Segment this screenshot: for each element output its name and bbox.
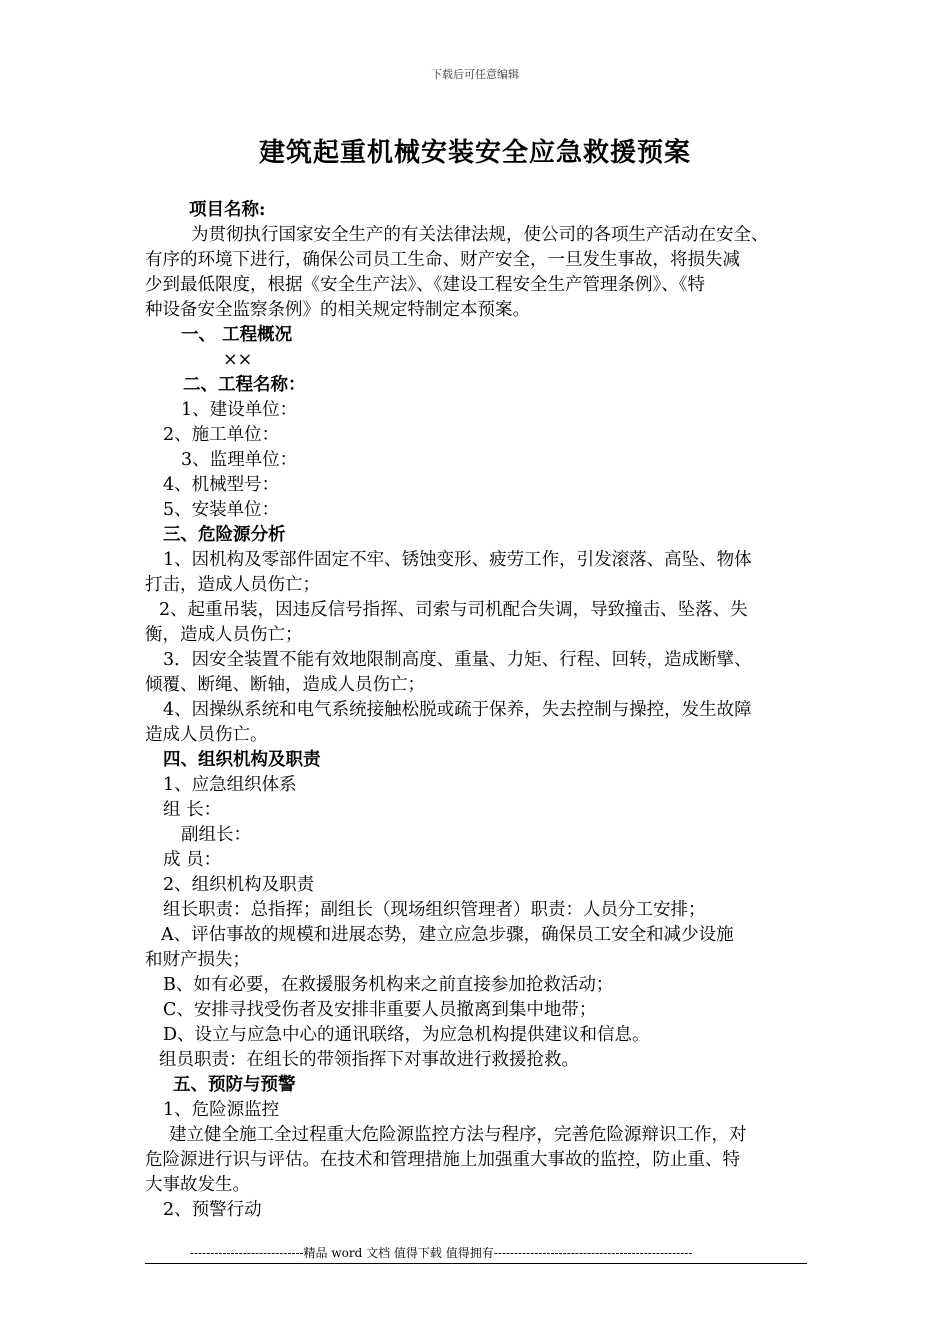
text-line: 组长职责：总指挥；副组长（现场组织管理者）职责：人员分工安排； (163, 900, 706, 920)
text-line: 4、机械型号： (163, 475, 280, 495)
section-heading: 四、组织机构及职责 (163, 750, 321, 770)
text-line: 有序的环境下进行，确保公司员工生命、财产安全，一旦发生事故，将损失减 (145, 250, 740, 270)
header-note: 下载后可任意编辑 (431, 68, 519, 81)
text-line: D、设立与应急中心的通讯联络，为应急机构提供建议和信息。 (163, 1025, 650, 1045)
section-heading: 五、预防与预警 (173, 1075, 296, 1095)
text-line: 倾覆、断绳、断轴，造成人员伤亡； (145, 675, 425, 695)
text-line: 衡，造成人员伤亡； (145, 625, 303, 645)
text-line: B、如有必要，在救援服务机构来之前直接参加抢救活动； (163, 975, 614, 995)
text-line: 打击，造成人员伤亡； (145, 575, 320, 595)
text-line: 5、安装单位： (163, 500, 280, 520)
text-line: 建立健全施工全过程重大危险源监控方法与程序，完善危险源辩识工作，对 (169, 1125, 747, 1145)
document-body (145, 198, 825, 1223)
section-heading: 一、 工程概况 (181, 325, 293, 345)
text-line: 3．因安全装置不能有效地限制高度、重量、力矩、行程、回转，造成断擘、 (163, 650, 752, 670)
text-line: 造成人员伤亡。 (145, 725, 268, 745)
text-line: 2、组织机构及职责 (163, 875, 315, 895)
text-line: A、评估事故的规模和进展态势，建立应急步骤，确保员工安全和减少设施 (161, 925, 734, 945)
footer-text: ----------------------------精品 word 文档 值得下载 值得拥有------------------------------------------------- (190, 1246, 693, 1260)
text-line: 3、监理单位： (181, 450, 298, 470)
section-heading: 三、危险源分析 (163, 525, 286, 545)
text-line: 危险源进行识与评估。在技术和管理措施上加强重大事故的监控，防止重、特 (145, 1150, 740, 1170)
text-line: ×× (223, 350, 253, 370)
footer-rule (145, 1263, 807, 1264)
text-line: 和财产损失； (145, 950, 250, 970)
text-line: 2、预警行动 (163, 1200, 262, 1220)
section-heading: 项目名称: (189, 200, 266, 220)
text-line: 组 长： (163, 800, 222, 820)
text-line: 2、起重吊装，因违反信号指挥、司索与司机配合失调，导致撞击、坠落、失 (159, 600, 748, 620)
document-title: 建筑起重机械安装安全应急救援预案 (258, 138, 691, 168)
text-line: 少到最低限度，根据《安全生产法》、《建设工程安全生产管理条例》、《特 (145, 275, 705, 295)
section-heading: 二、工程名称： (183, 375, 306, 395)
text-line: 1、应急组织体系 (163, 775, 297, 795)
text-line: 大事故发生。 (145, 1175, 250, 1195)
text-line: 成 员： (163, 850, 222, 870)
text-line: 种设备安全监察条例》的相关规定特制定本预案。 (145, 300, 530, 320)
text-line: 1、因机构及零部件固定不牢、锈蚀变形、疲劳工作，引发滚落、高坠、物体 (163, 550, 752, 570)
text-line: 为贯彻执行国家安全生产的有关法律法规，使公司的各项生产活动在安全、 (191, 225, 769, 245)
text-line: 4、因操纵系统和电气系统接触松脱或疏于保养，失去控制与操控，发生故障 (163, 700, 752, 720)
text-line: 副组长： (181, 825, 251, 845)
text-line: 1、危险源监控 (163, 1100, 280, 1120)
text-line: C、安排寻找受伤者及安排非重要人员撤离到集中地带； (163, 1000, 597, 1020)
text-line: 1、建设单位： (181, 400, 298, 420)
text-line: 2、施工单位： (163, 425, 280, 445)
text-line: 组员职责：在组长的带领指挥下对事故进行救援抢救。 (159, 1050, 579, 1070)
